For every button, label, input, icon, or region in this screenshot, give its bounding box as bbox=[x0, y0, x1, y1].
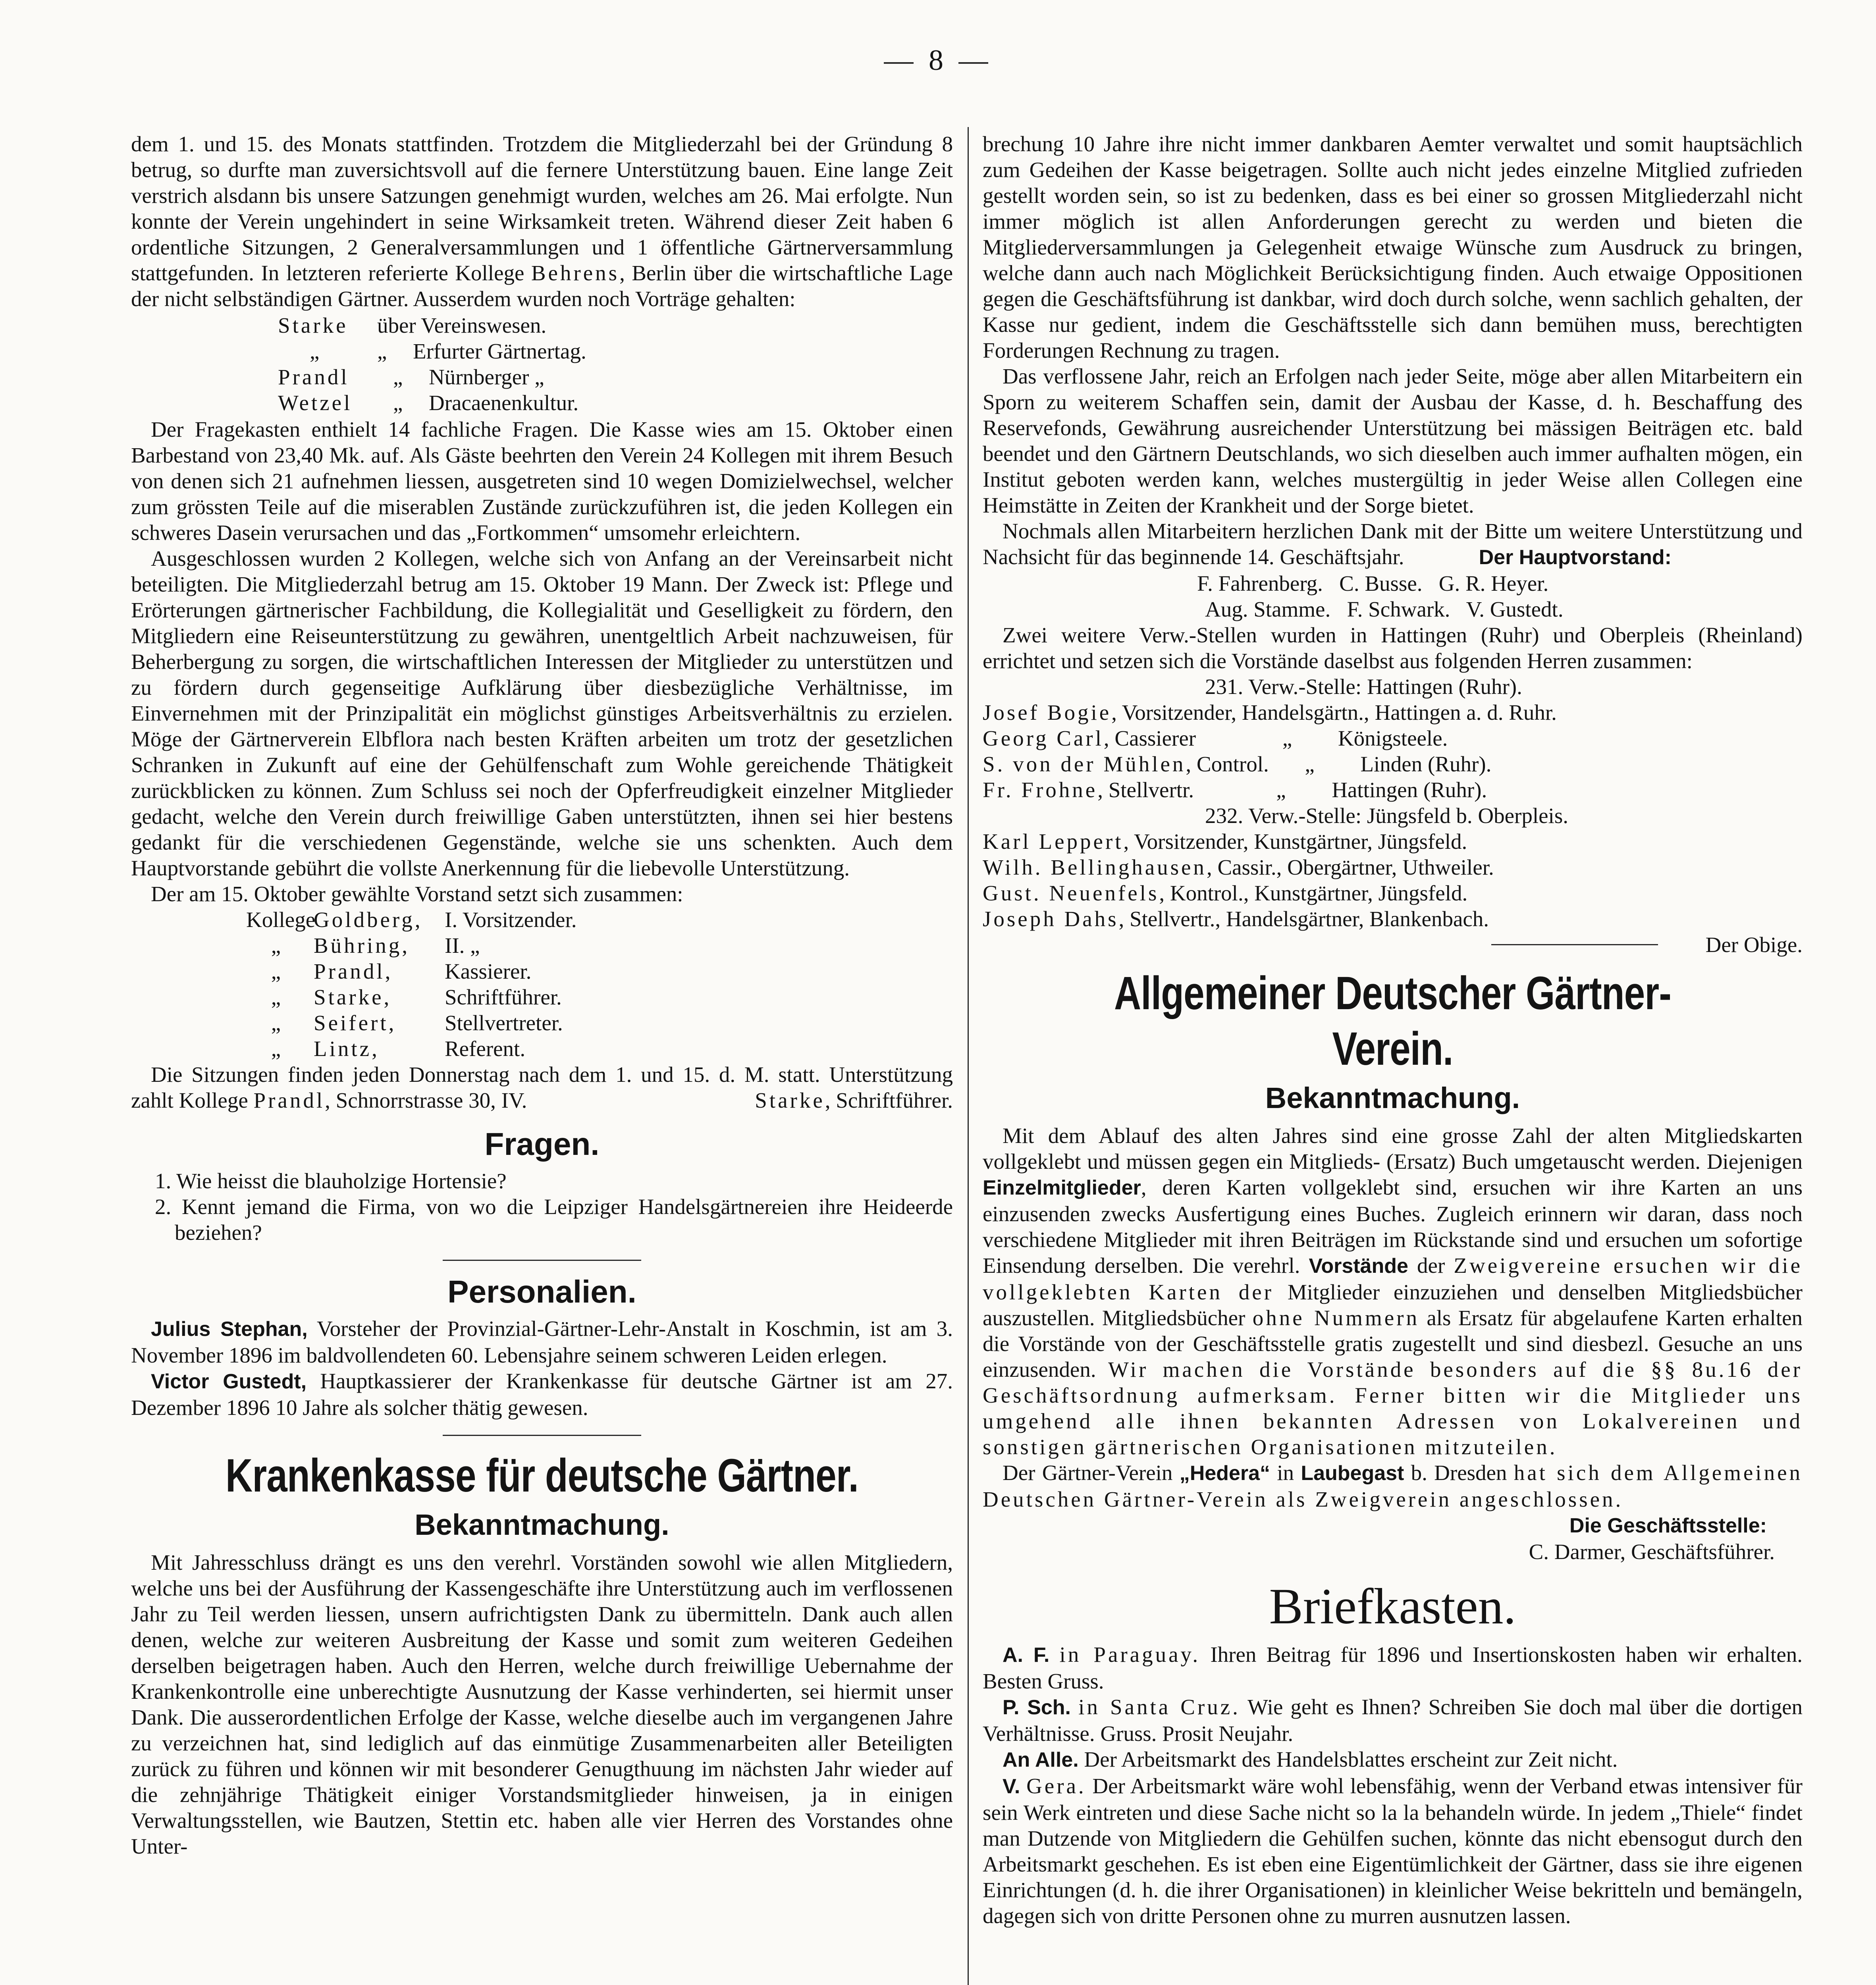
brief-entry: V. Gera. Der Arbeitsmarkt wäre wohl lebensfähig, wenn der Verband etwas intensiver für sein Werk eintreten und diese Sache nicht so la la behandeln würde. In jedem „Thiele“ findet man Dutzende von Mitgliedern die Gehülfen suchen, könnte das nicht ebensogut durch den Arbeitsmarkt geschehen. Es ist eben eine Eigentümlichkeit der Gärtner, dass sie ihre eigenen Einrichtungen (d. h. die ihrer Organisationen) in kleinlicher Weise bekritteln und bemängeln, dagegen sich von dritte Personen ohne zu murren ausnutzen lassen. bbox=[983, 1774, 1803, 1928]
paragraph-hedera: Der Gärtner-Verein „Hedera“ in Laubegast b. Dresden hat sich dem Allgemeinen Deutschen Gärtner-Verein als Zweigverein angeschlossen. bbox=[983, 1461, 1803, 1511]
signature-starke: Starke, Schriftführer. bbox=[755, 1088, 953, 1112]
frage-item: 1. Wie heisst die blauholzige Hortensie? bbox=[155, 1169, 507, 1193]
subheading-bekanntmachung: Bekanntmachung. bbox=[1265, 1081, 1520, 1114]
hauptvorstand-label: Der Hauptvorstand: bbox=[1479, 546, 1672, 569]
heading-krankenkasse: Krankenkasse für deutsche Gärtner. bbox=[225, 1449, 858, 1502]
heading-fragen: Fragen. bbox=[484, 1126, 600, 1162]
vs232-row: Karl Leppert , Vorsitzender, Kunstgärtner, Jüngsfeld. bbox=[983, 829, 1467, 854]
page-number: — 8 — bbox=[884, 44, 992, 77]
board-row: „ Seifert, Stellvertreter. bbox=[271, 1011, 563, 1035]
vs231-row: S. von der Mühlen , Control. „ Linden (Ruhr). bbox=[983, 752, 1492, 776]
vs-signer-row bbox=[983, 932, 1803, 958]
hauptvorstand-names: Aug. Stamme. F. Schwark. V. Gustedt. bbox=[1205, 597, 1564, 621]
column-divider bbox=[968, 127, 969, 1985]
paragraph-vorstand-intro: Der am 15. Oktober gewählte Vorstand setzt sich zusammen: bbox=[151, 882, 683, 906]
board-row: „ Bühring, II. „ bbox=[271, 933, 480, 958]
vs-signer: Der Obige. bbox=[1705, 933, 1803, 957]
subheading-bekanntmachung: Bekanntmachung. bbox=[415, 1508, 669, 1541]
board-row: „ Prandl, Kassierer. bbox=[271, 959, 532, 983]
brief-entry: An Alle. Der Arbeitsmarkt des Handelsblattes erscheint zur Zeit nicht. bbox=[1003, 1747, 1618, 1771]
heading-briefkasten: Briefkasten. bbox=[1269, 1578, 1516, 1634]
talks-list bbox=[131, 312, 953, 416]
talk-row: Wetzel „ Dracaenenkultur. bbox=[278, 391, 579, 415]
vs231-row: Fr. Frohne , Stellvertr. „ Hattingen (Ruhr). bbox=[983, 778, 1487, 802]
geschaeftsstelle-label: Die Geschäftsstelle: bbox=[1569, 1514, 1767, 1537]
heading-allgemeiner-deutscher-gaertner-verein: Allgemeiner Deutscher Gärtner-Verein. bbox=[1114, 967, 1671, 1075]
personalien-entry: Julius Stephan, Vorsteher der Provinzial-Gärtner-Lehr-Anstalt in Koschmin, ist am 3. November 1896 im baldvollendeten 60. Lebensjahre seinem schweren Leiden erlegen. bbox=[131, 1316, 953, 1367]
vs232-title: 232. Verw.-Stelle: Jüngsfeld b. Oberpleis. bbox=[1205, 804, 1568, 828]
board-list bbox=[131, 907, 953, 1062]
brief-entry: A. F. in Paraguay. Ihren Beitrag für 1896 und Insertionskosten haben wir erhalten. Besten Gruss. bbox=[983, 1642, 1803, 1693]
talk-row: Prandl „ Nürnberger „ bbox=[278, 365, 544, 389]
section-rule bbox=[443, 1435, 641, 1436]
paragraph-sitzungen: Die Sitzungen finden jeden Donnerstag nach dem 1. und 15. d. M. statt. Unterstützung zahlt Kollege Prandl, Schnorrstrasse 30, IV. bbox=[131, 1062, 953, 1112]
paragraph-verwaltungsstellen: Zwei weitere Verw.-Stellen wurden in Hattingen (Ruhr) und Oberpleis (Rheinland) errichtet und setzen sich die Vorstände daselbst aus folgenden Herren zusammen: bbox=[983, 623, 1803, 673]
vs232-row: Wilh. Bellinghausen , Cassir., Obergärtner, Uthweiler. bbox=[983, 855, 1494, 879]
right-column bbox=[983, 131, 1803, 1929]
paragraph-dank: Nochmals allen Mitarbeitern herzlichen Dank mit der Bitte um weitere Unterstützung und Nachsicht für das beginnende 14. Geschäftsjahr. bbox=[983, 519, 1803, 569]
vs232-list bbox=[983, 829, 1803, 932]
paragraph-mitgliedskarten: Mit dem Ablauf des alten Jahres sind eine grosse Zahl der alten Mitgliedskarten vollgeklebt und müssen gegen ein Mitglieds- (Ersatz) Buch umgetauscht werden. Diejenigen Einzelmitglieder, deren Karten vollgeklebt sind, ersuchen wir ihre Karten an uns einzusenden zwecks Ausfertigung eines Buches. Zugleich erinnern wir daran, dass noch verschiedene Mitglieder mit ihren Beiträgen im Rückstande sind und ersuchen um sofortige Einsendung derselben. Die verehrl. Vorstände der Zweigvereine ersuchen wir die vollgeklebten Karten der Mitglieder einzuziehen und denselben Mitgliedsbücher auszustellen. Mitgliedsbücher ohne Nummern als Ersatz für abgelaufene Karten erhalten die Vorstände von der Geschäftsstelle gratis zugestellt und sind diesbezl. Gesuche an uns einzusenden. Wir machen die Vorstände besonders auf die §§ 8u.16 der Geschäftsordnung aufmerksam. Ferner bitten wir die Mitglieder uns umgehend alle ihnen bekannten Adressen von Lokalvereinen und sonstigen gärtnerischen Organisationen mitzuteilen. bbox=[983, 1124, 1803, 1459]
heading-personalien: Personalien. bbox=[447, 1274, 636, 1309]
board-row: „ Starke, Schriftführer. bbox=[271, 985, 562, 1009]
personalien-entry: Victor Gustedt, Hauptkassierer der Krankenkasse für deutsche Gärtner ist am 27. Dezember 1896 10 Jahre als solcher thätig gewesen. bbox=[131, 1369, 953, 1420]
talk-row: „ „ Erfurter Gärtnertag. bbox=[310, 339, 586, 363]
intro-paragraph: dem 1. und 15. des Monats stattfinden. Trotzdem die Mitgliederzahl bei der Gründung 8 betrug, so durfte man zuversichtsvoll auf die fernere Unterstützung bauen. Eine lange Zeit verstrich alsdann bis unsere Satzungen genehmigt wurden, welches am 26. Mai erfolgte. Nun konnte der Verein ungehindert in seine Wirksamkeit treten. Während dieser Zeit haben 6 ordentliche Sitzungen, 2 Generalversammlungen und 1 öffentliche Gärtnerversammlung stattgefunden. In letzteren referierte Kollege Behrens, Berlin über die wirtschaftliche Lage der nicht selbständigen Gärtner. Ausserdem wurden noch Vorträge gehalten: bbox=[131, 132, 953, 311]
vs231-title: 231. Verw.-Stelle: Hattingen (Ruhr). bbox=[1205, 675, 1522, 699]
talk-row: Starke über Vereinswesen. bbox=[278, 313, 547, 337]
paragraph-zweck: Ausgeschlossen wurden 2 Kollegen, welche sich von Anfang an der Vereinsarbeit nicht beteiligten. Die Mitgliederzahl betrug am 15. Oktober 19 Mann. Der Zweck ist: Pflege und Erörterungen gärtnerischer Fachbildung, die Kollegialität und Geselligkeit zu fördern, den Mitgliedern eine Reiseunterstützung zu gewähren, unentgeltlich Arbeit nachzuweisen, für Beherbergung zu sorgen, die wirtschaftlichen Interessen der Mitglieder zu unterstützen und zu fördern durch gegenseitige Aufklärung über diesbezügliche Verhältnisse, im Einvernehmen mit der Prinzipalität ein möglichst günstiges Arbeitsverhältnis zu erzielen. Möge der Gärtnerverein Elbflora nach besten Kräften arbeiten um trotz der gesetzlichen Schranken in Zukunft auf eine der Gehülfenschaft zum Wohle gereichende Thätigkeit zurückblicken zu können. Zum Schluss sei noch der Opferfreudigkeit einzelner Mitglieder gedacht, welche den Verein durch freiwillige Gaben unterstützten, ihnen sei hier bestens gedankt für die verschiedenen Gegenstände, welche sie uns schenkten. Auch dem Hauptvorstande gebührt die vollste Anerkennung für die liebevolle Unterstützung. bbox=[131, 546, 953, 880]
vs231-list bbox=[983, 700, 1803, 803]
vs231-row: Georg Carl , Cassierer „ Königsteele. bbox=[983, 726, 1448, 750]
paragraph-fragekasten: Der Fragekasten enthielt 14 fachliche Fragen. Die Kasse wies am 15. Oktober einen Barbestand von 23,40 Mk. auf. Als Gäste beehrten den Verein 24 Kollegen mit ihrem Besuch von denen sich 21 aufnehmen liessen, ausgetreten sind 10 wegen Domizielwechsel, welcher zum grössten Teile auf die miserablen Zustände zurückzuführen ist, die jeden Kollegen ein schweres Dasein verursachen und das „Fortkommen“ umsomehr erleichtern. bbox=[131, 417, 953, 545]
board-row: „ Lintz, Referent. bbox=[271, 1037, 526, 1061]
geschaeftsstelle-signer: C. Darmer, Geschäftsführer. bbox=[1529, 1540, 1775, 1564]
frage-item: 2. Kennt jemand die Firma, von wo die Leipziger Handelsgärtnereien ihre Heideerde beziehen? bbox=[155, 1195, 953, 1245]
brief-entry: P. Sch. in Santa Cruz. Wie geht es Ihnen? Schreiben Sie doch mal über die dortigen Verhältnisse. Gruss. Prosit Neujahr. bbox=[983, 1695, 1803, 1746]
vs231-row: Josef Bogie , Vorsitzender, Handelsgärtn., Hattingen a. d. Ruhr. bbox=[983, 700, 1557, 725]
section-rule bbox=[443, 1260, 641, 1261]
hauptvorstand-names: F. Fahrenberg. C. Busse. G. R. Heyer. bbox=[1197, 571, 1549, 596]
paragraph-krankenkasse-continued: brechung 10 Jahre ihre nicht immer dankbaren Aemter verwaltet und somit hauptsächlich zum Gedeihen der Kasse beigetragen. Sollte auch nicht jedes einzelne Mitglied zufrieden gestellt worden sein, so ist zu bedenken, dass es bei einer so grossen Mitgliederzahl nicht immer möglich ist allen Anforderungen gerecht zu werden und bieten die Mitgliederversammlungen ja Gelegenheit etwaige Wünsche zum Ausdruck zu bringen, welche dann auch nach Möglichkeit Berücksichtigung finden. Auch etwaige Oppositionen gegen die Geschäftsführung ist dankbar, wird doch durch solche, wenn sachlich gehalten, der Kasse nur gedient, indem die Geschäftsstelle sich dann bemühen muss, berechtigten Forderungen Rechnung zu tragen. bbox=[983, 132, 1803, 362]
vs232-row: Gust. Neuenfels , Kontrol., Kunstgärtner, Jüngsfeld. bbox=[983, 881, 1468, 905]
paragraph-krankenkasse: Mit Jahresschluss drängt es uns den verehrl. Vorständen sowohl wie allen Mitgliedern, welche uns bei der Ausführung der Kassengeschäfte ihre Unterstützung auch im verflossenen Jahr zu Teil werden liessen, unsern aufrichtigsten Dank zu übermitteln. Dank auch allen denen, welche zur weiteren Ausbreitung der Kasse und somit zum weiteren Gedeihen derselben beigetragen haben. Auch den Herren, welche durch freiwillige Uebernahme der Krankenkontrolle eine unberechtigte Ausnutzung der Kasse verhinderten, sei hiermit unser Dank. Die ausserordentlichen Erfolge der Kasse, welche dieselbe auch im vergangenen Jahre zu verzeichnen hat, sind lediglich auf das einmütige Zusammenarbeiten aller Beteiligten zurück zu führen und können wir mit besonderer Genugthuung im nächsten Jahr wieder auf die zehnjährige Thätigkeit einiger Vorstandsmitglieder hinweisen, ja in einigen Verwaltungsstellen, wie Bautzen, Stettin etc. haben alle vier Herren des Vorstandes ohne Unter- bbox=[131, 1550, 953, 1858]
left-column bbox=[131, 131, 953, 1859]
board-row: Kollege Goldberg, I. Vorsitzender. bbox=[246, 908, 577, 932]
vs232-row: Joseph Dahs , Stellvertr., Handelsgärtner, Blankenbach. bbox=[983, 907, 1489, 931]
paragraph-verflossene-jahr: Das verflossene Jahr, reich an Erfolgen nach jeder Seite, möge aber allen Mitarbeitern ein Sporn zu weiterem Schaffen sein, damit der Ausbau der Kasse, d. h. Beschaffung des Reservefonds, Gewährung ausreichender Unterstützung bei mässigen Beiträgen etc. bald beendet und den Gärtnern Deutschlands, wo sich dieselben auch immer aufhalten mögen, ein Institut geboten werden kann, welches mustergültig in jeder Weise allen Collegen eine Heimstätte in Zeiten der Krankheit und der Sorge bietet. bbox=[983, 364, 1803, 517]
section-rule bbox=[1491, 944, 1658, 945]
